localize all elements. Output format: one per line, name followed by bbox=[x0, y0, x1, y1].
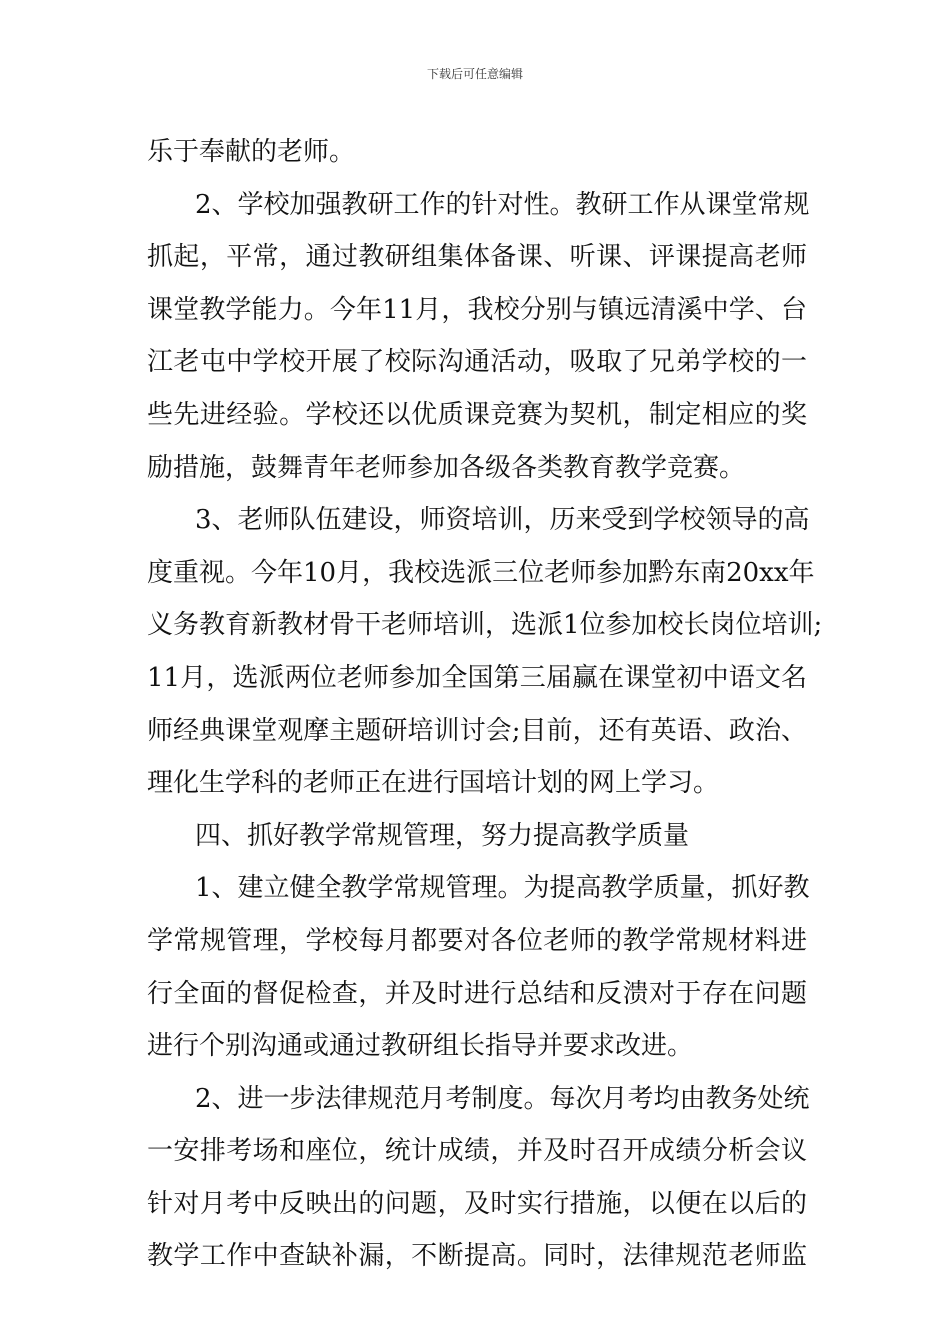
text-line: 乐于奉献的老师。 bbox=[147, 137, 356, 167]
text-line: 一安排考场和座位，统计成绩，并及时召开成绩分析会议 bbox=[147, 1136, 807, 1167]
text-line: 3、老师队伍建设，师资培训，历来受到学校领导的高 bbox=[195, 505, 810, 536]
text-line: 师经典课堂观摩主题研培训讨会;目前，还有英语、政治、 bbox=[147, 715, 807, 746]
text-line: 1、建立健全教学常规管理。为提高教学质量，抓好教 bbox=[195, 873, 810, 904]
text-line: 江老屯中学校开展了校际沟通活动，吸取了兄弟学校的一 bbox=[147, 347, 807, 378]
text-line: 11月，选派两位老师参加全国第三届赢在课堂初中语文名 bbox=[147, 662, 807, 693]
body-text bbox=[147, 126, 823, 1283]
text-line: 学常规管理，学校每月都要对各位老师的教学常规材料进 bbox=[147, 925, 807, 956]
text-line: 2、学校加强教研工作的针对性。教研工作从课堂常规 bbox=[195, 189, 810, 220]
text-line: 理化生学科的老师正在进行国培计划的网上学习。 bbox=[147, 768, 720, 799]
page-header: 下载后可任意编辑 bbox=[426, 67, 523, 81]
text-line: 义务教育新教材骨干老师培训，选派1位参加校长岗位培训; bbox=[147, 610, 823, 641]
text-line: 些先进经验。学校还以优质课竞赛为契机，制定相应的奖 bbox=[147, 399, 807, 430]
text-line: 行全面的督促检查，并及时进行总结和反溃对于存在问题 bbox=[147, 978, 807, 1009]
section-heading: 四、抓好教学常规管理，努力提高教学质量 bbox=[195, 820, 690, 851]
text-line: 教学工作中查缺补漏，不断提高。同时，法律规范老师监 bbox=[147, 1241, 807, 1272]
text-line: 抓起，平常，通过教研组集体备课、听课、评课提高老师 bbox=[147, 242, 807, 273]
text-line: 针对月考中反映出的问题，及时实行措施，以便在以后的 bbox=[147, 1188, 807, 1219]
text-line: 2、进一步法律规范月考制度。每次月考均由教务处统 bbox=[195, 1083, 810, 1114]
text-line: 进行个别沟通或通过教研组长指导并要求改进。 bbox=[147, 1031, 694, 1062]
text-line: 课堂教学能力。今年11月，我校分别与镇远清溪中学、台 bbox=[147, 294, 807, 325]
text-line: 度重视。今年10月，我校选派三位老师参加黔东南20xx年 bbox=[147, 557, 815, 588]
text-line: 励措施，鼓舞青年老师参加各级各类教育教学竞赛。 bbox=[147, 452, 746, 483]
